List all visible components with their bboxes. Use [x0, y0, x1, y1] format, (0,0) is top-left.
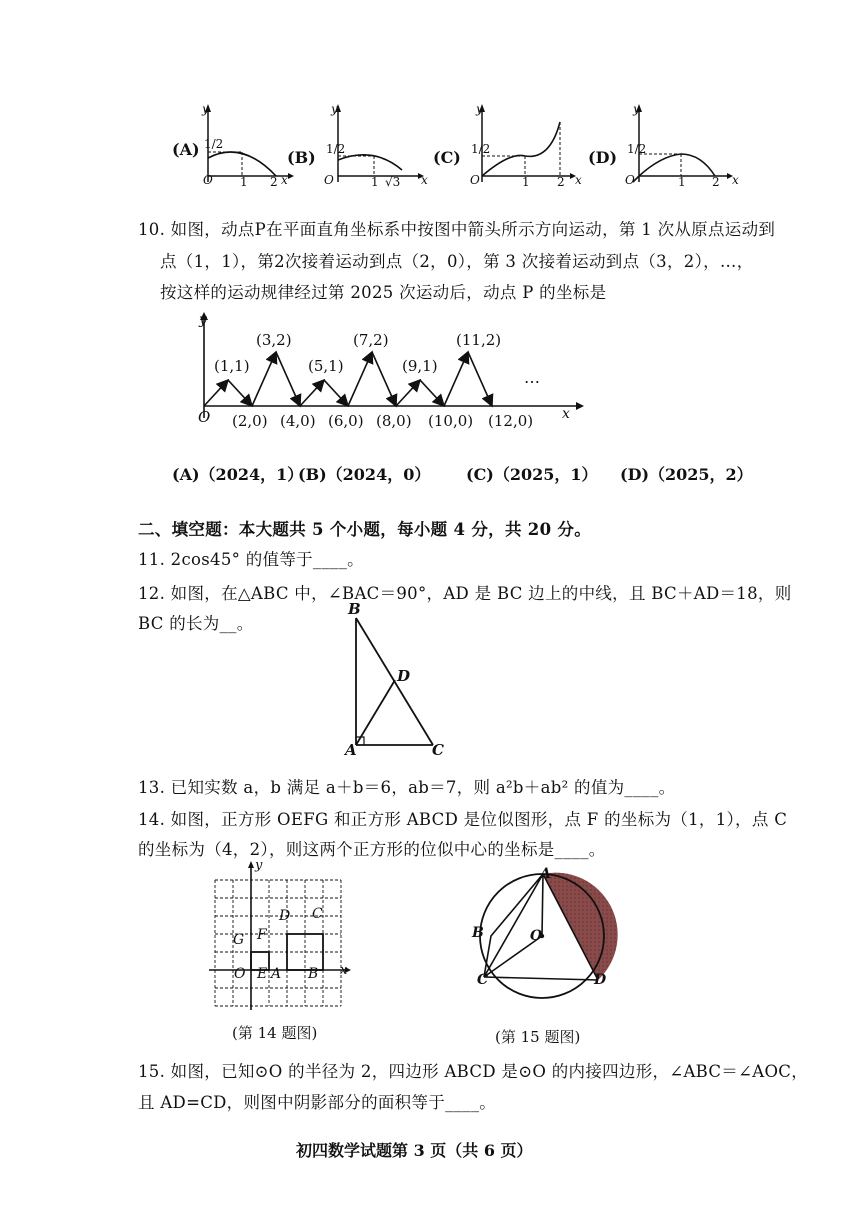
q12-label-b: B: [348, 600, 361, 618]
q12-label-d: D: [397, 667, 411, 685]
q10-line2: 点（1，1），第2次接着运动到点（2，0），第 3 次接着运动到点（3，2），…，: [160, 252, 754, 271]
q15-line2: 且 AD=CD，则图中阴影部分的面积等于____。: [138, 1093, 497, 1112]
q10-peak-3: (5,1): [308, 357, 344, 375]
q14-label-g: G: [233, 932, 245, 948]
graph-c-tick1: 1: [522, 175, 530, 189]
q10-option-c: (C)（2025，1）: [466, 465, 598, 484]
graph-d-half: 1/2: [627, 142, 647, 156]
graph-d-tick1: 1: [678, 175, 686, 189]
q10-bottom-1: (2,0): [232, 412, 268, 430]
q14-label-o: O: [234, 966, 246, 982]
graph-c-label: (C): [433, 148, 461, 167]
q10-ellipsis: …: [524, 368, 540, 387]
q14-label-b: B: [308, 966, 319, 982]
q15-label-d: D: [594, 972, 607, 988]
q15-label-b: B: [472, 925, 484, 941]
graph-d-origin: O: [625, 173, 635, 187]
q12-triangle-figure: [340, 600, 450, 760]
q12-label-a: A: [345, 741, 357, 759]
graph-c-half: 1/2: [471, 142, 491, 156]
graph-a-half: 1/2: [204, 137, 224, 151]
graph-a-tick2: 2: [270, 175, 278, 189]
graph-c-tick2: 2: [557, 175, 565, 189]
q15-label-o: O: [530, 928, 543, 944]
q14-line2: 的坐标为（4，2），则这两个正方形的位似中心的坐标是____。: [138, 840, 606, 859]
q12-label-c: C: [432, 741, 444, 759]
graph-a-label: (A): [172, 140, 200, 159]
q12-line1: 12. 如图，在△ABC 中，∠BAC＝90°，AD 是 BC 边上的中线，且 BC＋AD＝18，则: [138, 584, 792, 603]
graph-b-label: (B): [287, 148, 316, 167]
q10-line1: 10. 如图，动点P在平面直角坐标系中按图中箭头所示方向运动，第 1 次从原点运动到: [138, 220, 776, 239]
q10-x-axis-label: x: [562, 406, 570, 422]
q10-bottom-5: (10,0): [428, 412, 474, 430]
graph-b-half: 1/2: [326, 142, 346, 156]
q10-peak-4: (7,2): [353, 331, 389, 349]
graph-d-x: x: [732, 173, 739, 187]
graph-d-y: y: [633, 102, 640, 116]
q13-text: 13. 已知实数 a，b 满足 a＋b＝6，ab＝7，则 a²b＋ab² 的值为____。: [138, 778, 676, 797]
q14-grid-figure: [205, 858, 355, 1018]
q10-option-d: (D)（2025，2）: [620, 465, 753, 484]
q14-label-a: A: [271, 966, 282, 982]
q10-y-axis-label: y: [199, 312, 207, 328]
graph-b-sqrt3: √3: [385, 175, 401, 189]
q10-option-b: (B)（2024，0）: [298, 465, 431, 484]
graph-d-tick2: 2: [712, 175, 720, 189]
graph-d-label: (D): [588, 148, 618, 167]
q10-bottom-3: (6,0): [328, 412, 364, 430]
graph-b-tick1: 1: [371, 175, 379, 189]
q10-bottom-2: (4,0): [280, 412, 316, 430]
q14-label-d: D: [279, 908, 291, 924]
q14-label-c: C: [312, 906, 323, 922]
q14-label-y: y: [255, 858, 263, 873]
q15-caption: (第 15 题图): [495, 1028, 581, 1046]
q15-label-a: A: [540, 866, 551, 882]
q14-label-e: E: [257, 966, 268, 982]
q10-peak-6: (11,2): [456, 331, 502, 349]
page-footer: 初四数学试题第 3 页（共 6 页）: [296, 1141, 533, 1160]
graph-b-origin: O: [324, 173, 334, 187]
q12-line2: BC 的长为__。: [138, 614, 254, 633]
q10-bottom-6: (12,0): [488, 412, 534, 430]
q14-label-x: x: [340, 963, 348, 978]
q10-option-a: (A)（2024，1）: [172, 465, 304, 484]
graph-a-x: x: [281, 173, 288, 187]
q15-label-c: C: [477, 972, 489, 988]
q10-origin: O: [198, 408, 211, 426]
q10-peak-5: (9,1): [402, 357, 438, 375]
q10-line3: 按这样的运动规律经过第 2025 次运动后，动点 P 的坐标是: [160, 283, 607, 302]
graph-c-x: x: [575, 173, 582, 187]
section2-title: 二、填空题：本大题共 5 个小题，每小题 4 分，共 20 分。: [138, 520, 591, 539]
graph-a-origin: O: [203, 173, 213, 187]
graph-c-y: y: [476, 102, 483, 116]
graph-a-y: y: [202, 102, 209, 116]
q10-bottom-4: (8,0): [376, 412, 412, 430]
graph-c-origin: O: [470, 173, 480, 187]
q15-line1: 15. 如图，已知⊙O 的半径为 2，四边形 ABCD 是⊙O 的内接四边形，∠ABC＝∠AOC，: [138, 1062, 809, 1081]
q14-line1: 14. 如图，正方形 OEFG 和正方形 ABCD 是位似图形，点 F 的坐标为（1，1），点 C: [138, 810, 788, 829]
q14-caption: (第 14 题图): [232, 1024, 318, 1042]
q10-peak-1: (1,1): [214, 357, 250, 375]
graph-a-tick1: 1: [240, 175, 248, 189]
graph-b-x: x: [421, 173, 428, 187]
q14-label-f: F: [257, 927, 267, 943]
graph-b-y: y: [331, 102, 338, 116]
q10-peak-2: (3,2): [256, 331, 292, 349]
q11-text: 11. 2cos45° 的值等于____。: [138, 550, 364, 569]
